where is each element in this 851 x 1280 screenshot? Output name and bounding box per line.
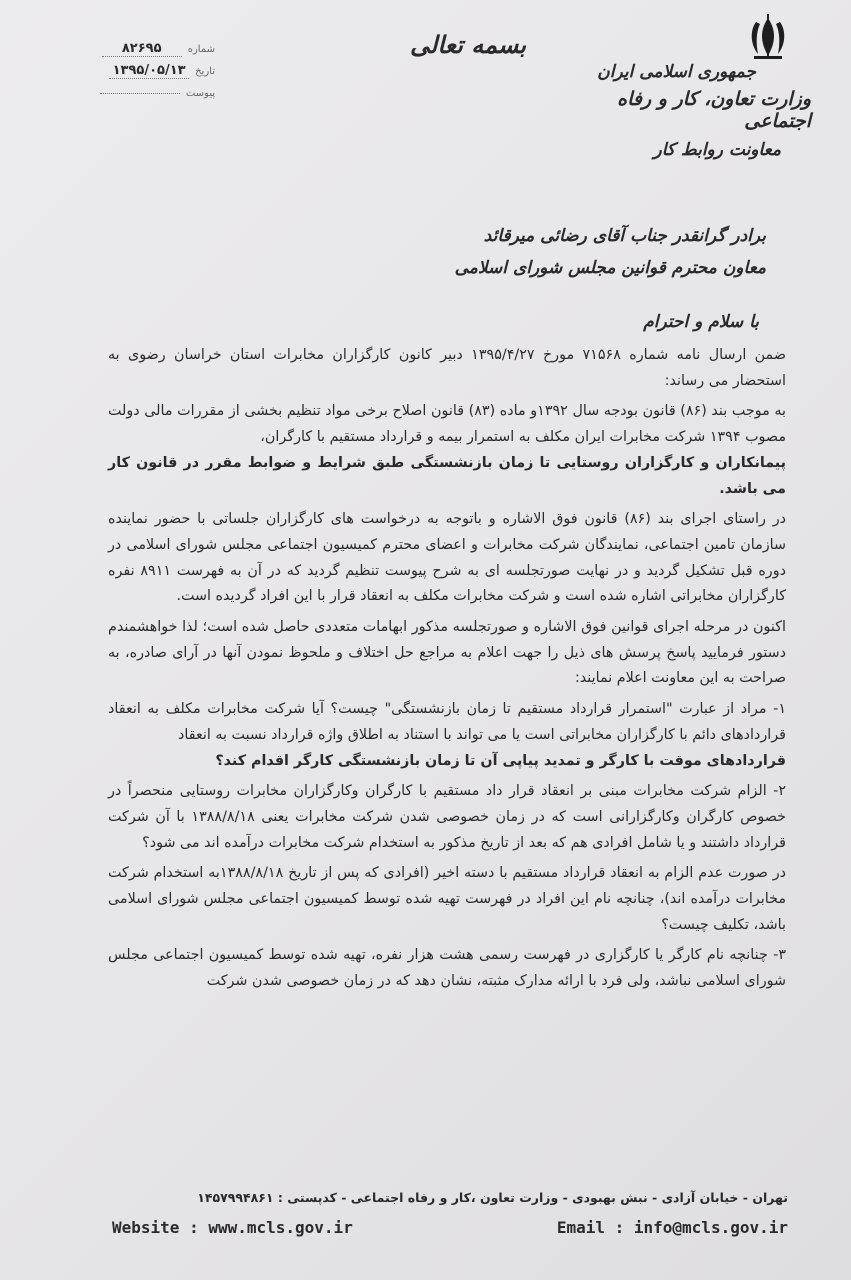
question-3: ۳- چنانچه نام کارگر یا کارگزاری در فهرست رسمی هشت هزار نفره، تهیه شده توسط کمیسیون اجتماعی مجلس شورای اسلامی نباشد، ولی فرد با ارائه مدارک مثبته، نشان دهد که در زمان خصوصی شدن شرکت	[108, 947, 786, 990]
salutation: با سلام و احترام	[643, 312, 759, 332]
ministry-header	[581, 62, 811, 160]
addressee	[455, 226, 766, 290]
footer-website[interactable]: Website : www.mcls.gov.ir	[112, 1218, 353, 1237]
letter-body	[108, 343, 786, 995]
number-label: شماره	[187, 43, 215, 55]
paragraph-meetings: در راستای اجرای بند (۸۶) قانون فوق الاشاره و باتوجه به درخواست های کارگزاران جلساتی با حضور نماینده سازمان تامین اجتماعی، نمایندگان شرکت مخابرات و اعضای محترم کمیسیون اجتماعی مجلس شورای اسلامی در دوره قبل تشکیل گردید و در نهایت صورتجلسه ای به شرح پیوست تنظیم گردید که در آن به فهرست ۸۹۱۱ نفره کارگزاران مخابراتی اشاره شده است و شرکت مخابرات مکلف به انعقاد قرار با این افراد گردیده است.	[108, 511, 786, 605]
question-2-followup: در صورت عدم الزام به انعقاد قرارداد مستقیم با دسته اخیر (افرادی که پس از تاریخ ۱۳۸۸/۸/۱۸به استخدام شرکت مخابرات درآمده اند)، چنانچه نام این افراد در فهرست تهیه شده توسط کمیسیون اجتماعی مجلس شورای اسلامی باشد، تکلیف چیست؟	[108, 865, 786, 933]
date-label: تاریخ	[195, 65, 215, 77]
paragraph-law-b: پیمانکاران و کارگزاران روستایی تا زمان بازنشستگی طبق شرایط و ضوابط مقرر در قانون کار می باشد.	[108, 454, 786, 497]
addressee-name: برادر گرانقدر جناب آقای رضائی میرقائد	[483, 226, 766, 246]
letter-meta	[55, 38, 215, 104]
bismillah: بسمه تعالی	[410, 30, 527, 59]
question-1a: ۱- مراد از عبارت "استمرار قرارداد مستقیم تا زمان بازنشستگی" چیست؟ آیا شرکت مخابرات مکلف به انعقاد قراردادهای دائم با کارگزاران مخابراتی است یا می تواند با استناد به اطلاق واژه قرارداد نسبت به انعقاد	[108, 701, 786, 743]
letter-number: ۸۲۶۹۵	[102, 41, 182, 57]
addressee-title: معاون محترم قوانین مجلس شورای اسلامی	[454, 258, 766, 278]
ministry-name: وزارت تعاون، کار و رفاه اجتماعی	[617, 88, 811, 132]
paragraph-intro: ضمن ارسال نامه شماره ۷۱۵۶۸ مورخ ۱۳۹۵/۴/۲۷ دبیر کانون کارگزاران مخابرات استان خراسان رضوی به استحضار می رساند:	[108, 347, 786, 389]
footer-address: تهران - خیابان آزادی - نبش بهبودی - وزارت تعاون ،کار و رفاه اجتماعی - کدپستی : ۱۴۵۷۹۹۴۸۶۱	[197, 1190, 788, 1205]
question-1b: قراردادهای موقت با کارگر و تمدید پیاپی آن تا زمان بازنشستگی کارگر اقدام کند؟	[215, 752, 786, 769]
letter-footer	[112, 1190, 788, 1237]
attachment-label: پیوست	[185, 87, 215, 99]
paragraph-request: اکنون در مرحله اجرای قوانین فوق الاشاره و صورتجلسه مذکور ابهامات متعددی حاصل شده است؛ لذا خواهشمندم دستور فرمایید پاسخ پرسش های ذیل را جهت اعلام به مراجع حل اختلاف و ملحوظ نمودن آنها در آرای صادره، به صراحت به این معاونت اعلام نمایند:	[108, 619, 786, 687]
footer-contact	[112, 1218, 788, 1237]
country-name: جمهوری اسلامی ایران	[597, 62, 756, 82]
letter-date: ۱۳۹۵/۰۵/۱۳	[109, 63, 189, 79]
attachment-value	[100, 93, 180, 94]
footer-email[interactable]: Email : info@mcls.gov.ir	[556, 1218, 788, 1237]
question-2: ۲- الزام شرکت مخابرات مبنی بر انعقاد قرار داد مستقیم با کارگران وکارگزاران مخابرات روستایی منحصراً در خصوص کارگران وکارگزارانی است که در زمان خصوصی شدن شرکت مخابرات یعنی ۱۳۸۸/۸/۱۸ با آن شرکت قرارداد داشتند و یا شامل افرادی هم که بعد از تاریخ مذکور به استخدام شرکت مخابرات درآمده اند می شود؟	[108, 783, 786, 851]
department-name: معاونت روابط کار	[653, 140, 781, 160]
iran-emblem-icon	[744, 12, 792, 62]
paragraph-law-a: به موجب بند (۸۶) قانون بودجه سال ۱۳۹۲و ماده (۸۳) قانون اصلاح برخی مواد تنظیم بخشی از مقررات مالی دولت مصوب ۱۳۹۴ شرکت مخابرات ایران مکلف به استمرار بیمه و قرارداد مستقیم با کارگران،	[108, 403, 786, 446]
